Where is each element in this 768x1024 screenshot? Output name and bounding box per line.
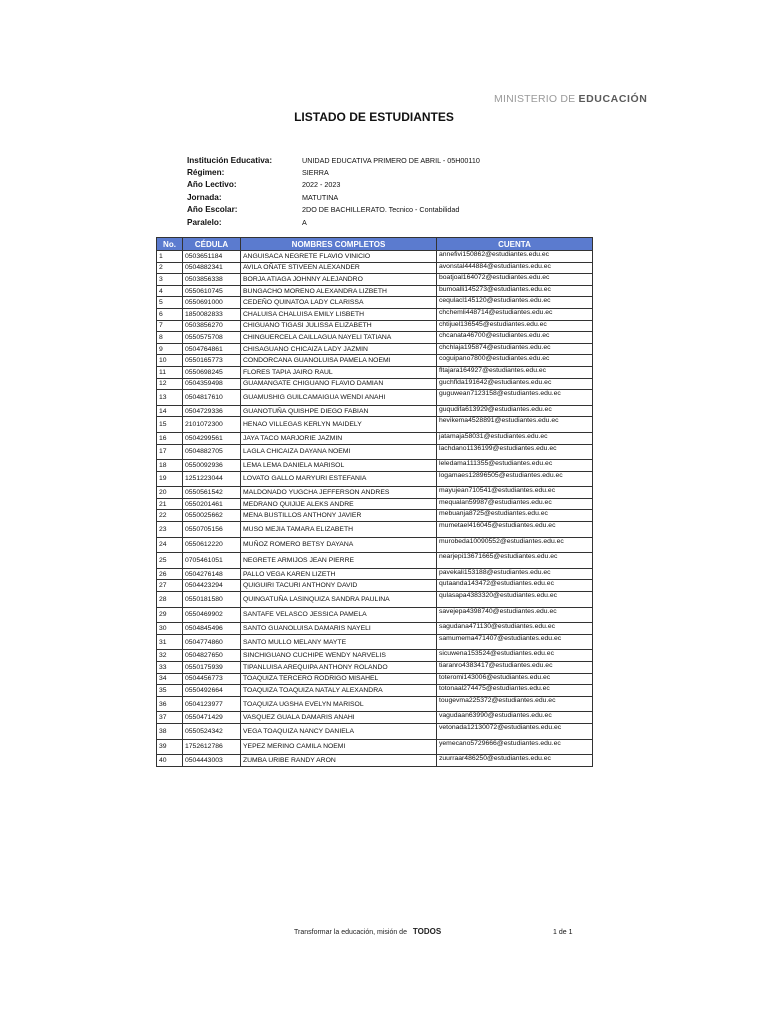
cell-name: FLORES TAPIA JAIRO RAUL [241, 366, 437, 378]
info-value: MATUTINA [302, 192, 339, 202]
table-row [157, 696, 593, 712]
cell-cedula: 0504882705 [183, 444, 241, 460]
table-row [157, 487, 593, 499]
info-row [187, 154, 480, 166]
page-number: 1 de 1 [553, 929, 573, 936]
info-value: A [302, 217, 307, 227]
cell-account: qutaanda143472@estudiantes.edu.ec [437, 580, 593, 592]
cell-name: VASQUEZ GUALA DAMARIS ANAHI [241, 712, 437, 724]
table-row [157, 366, 593, 378]
cell-cedula: 0550181580 [183, 592, 241, 608]
ministry-logo [494, 93, 647, 105]
cell-number: 26 [157, 568, 183, 580]
cell-cedula: 2101072300 [183, 417, 241, 433]
cell-account: mayujean710541@estudiantes.edu.ec [437, 487, 593, 499]
cell-account: coguipano7800@estudiantes.edu.ec [437, 355, 593, 367]
cell-account: chchlaja195874@estudiantes.edu.ec [437, 343, 593, 355]
header-cedula: CÉDULA [183, 238, 241, 251]
cell-number: 33 [157, 662, 183, 674]
cell-account: cequlacl145120@estudiantes.edu.ec [437, 297, 593, 309]
cell-name: TOAQUIZA TERCERO RODRIGO MISAHEL [241, 673, 437, 685]
info-value: UNIDAD EDUCATIVA PRIMERO DE ABRIL - 05H00110 [302, 155, 480, 165]
cell-number: 28 [157, 592, 183, 608]
cell-cedula: 0550201461 [183, 498, 241, 510]
info-label: Paralelo: [187, 217, 222, 227]
table-row [157, 274, 593, 286]
info-value: SIERRA [302, 168, 329, 178]
info-row [187, 216, 480, 228]
footer [294, 927, 441, 936]
cell-number: 15 [157, 417, 183, 433]
cell-account: boatjoal164072@estudiantes.edu.ec [437, 274, 593, 286]
cell-account: sagudana471130@estudiantes.edu.ec [437, 623, 593, 635]
cell-name: MEDRANO QUIJIJE ALEKS ANDRE [241, 498, 437, 510]
info-label: Institución Educativa: [187, 155, 273, 165]
cell-number: 38 [157, 723, 183, 739]
table-row [157, 355, 593, 367]
cell-number: 24 [157, 537, 183, 553]
cell-number: 32 [157, 650, 183, 662]
info-block [187, 154, 480, 228]
cell-cedula: 0550165773 [183, 355, 241, 367]
cell-number: 4 [157, 285, 183, 297]
cell-account: leledama111355@estudiantes.edu.ec [437, 460, 593, 472]
table-row [157, 460, 593, 472]
cell-cedula: 0550469902 [183, 607, 241, 623]
header-number: No. [157, 238, 183, 251]
cell-name: JAYA TACO MARJORIE JAZMIN [241, 432, 437, 444]
cell-cedula: 0550025662 [183, 510, 241, 522]
table-row [157, 634, 593, 650]
cell-name: QUINGATUÑA LASINQUIZA SANDRA PAULINA [241, 592, 437, 608]
cell-number: 21 [157, 498, 183, 510]
cell-number: 11 [157, 366, 183, 378]
cell-account: guchflda191642@estudiantes.edu.ec [437, 378, 593, 390]
cell-account: mequalan59987@estudiantes.edu.ec [437, 498, 593, 510]
cell-account: zuurraar486250@estudiantes.edu.ec [437, 755, 593, 767]
cell-name: LEMA LEMA DANIELA MARISOL [241, 460, 437, 472]
cell-cedula: 0504276148 [183, 568, 241, 580]
cell-name: AVILA OÑATE STIVEEN ALEXANDER [241, 262, 437, 274]
cell-cedula: 0550492664 [183, 685, 241, 697]
cell-account: chchemli448714@estudiantes.edu.ec [437, 308, 593, 320]
cell-cedula: 0504882341 [183, 262, 241, 274]
cell-account: vetonada12130072@estudiantes.edu.ec [437, 723, 593, 739]
cell-name: TOAQUIZA TOAQUIZA NATALY ALEXANDRA [241, 685, 437, 697]
cell-name: CHISAGUANO CHICAIZA LADY JAZMIN [241, 343, 437, 355]
cell-cedula: 0504774860 [183, 634, 241, 650]
cell-number: 17 [157, 444, 183, 460]
cell-name: CEDEÑO QUINATOA LADY CLARISSA [241, 297, 437, 309]
table-row [157, 592, 593, 608]
table-row [157, 285, 593, 297]
cell-name: NEGRETE ARMIJOS JEAN PIERRE [241, 553, 437, 569]
cell-name: QUIGUIRI TACURI ANTHONY DAVID [241, 580, 437, 592]
cell-account: mebuanja8725@estudiantes.edu.ec [437, 510, 593, 522]
cell-cedula: 0504123977 [183, 696, 241, 712]
table-row [157, 580, 593, 592]
table-row [157, 471, 593, 487]
cell-name: ANGUISACA NEGRETE FLAVIO VINICIO [241, 251, 437, 263]
table-header-row [157, 238, 593, 251]
table-row [157, 343, 593, 355]
cell-name: SANTO GUANOLUISA DAMARIS NAYELI [241, 623, 437, 635]
cell-number: 14 [157, 405, 183, 417]
cell-cedula: 0503856338 [183, 274, 241, 286]
header-names: NOMBRES COMPLETOS [241, 238, 437, 251]
cell-cedula: 0550175939 [183, 662, 241, 674]
cell-cedula: 0705461051 [183, 553, 241, 569]
cell-name: HENAO VILLEGAS KERLYN MAIDELY [241, 417, 437, 433]
page-title: LISTADO DE ESTUDIANTES [294, 110, 454, 124]
footer-emphasis: TODOS [412, 927, 442, 936]
cell-name: CONDORCANA GUANOLUISA PAMELA NOEMI [241, 355, 437, 367]
table-row [157, 417, 593, 433]
cell-number: 31 [157, 634, 183, 650]
cell-name: MALDONADO YUGCHA JEFFERSON ANDRES [241, 487, 437, 499]
cell-cedula: 0503651184 [183, 251, 241, 263]
cell-cedula: 0550691000 [183, 297, 241, 309]
cell-cedula: 0504827650 [183, 650, 241, 662]
cell-cedula: 0550610745 [183, 285, 241, 297]
cell-number: 16 [157, 432, 183, 444]
cell-number: 20 [157, 487, 183, 499]
cell-name: CHINGUERCELA CAILLAGUA NAYELI TATIANA [241, 332, 437, 344]
cell-cedula: 1850082833 [183, 308, 241, 320]
cell-cedula: 1251223044 [183, 471, 241, 487]
ministry-name: EDUCACIÓN [578, 93, 648, 105]
table-row [157, 650, 593, 662]
table-row [157, 332, 593, 344]
cell-cedula: 0550612220 [183, 537, 241, 553]
table-row [157, 320, 593, 332]
cell-cedula: 0550705156 [183, 522, 241, 538]
cell-account: bumoalli145273@estudiantes.edu.ec [437, 285, 593, 297]
cell-account: guqudifa613929@estudiantes.edu.ec [437, 405, 593, 417]
info-value: 2022 - 2023 [302, 180, 341, 190]
table-row [157, 673, 593, 685]
info-row [187, 191, 480, 203]
cell-name: GUANOTUÑA QUISHPE DIEGO FABIAN [241, 405, 437, 417]
cell-account: nearjepi13671665@estudiantes.edu.ec [437, 553, 593, 569]
cell-number: 18 [157, 460, 183, 472]
header-account: CUENTA [437, 238, 593, 251]
table-row [157, 755, 593, 767]
cell-cedula: 0504729336 [183, 405, 241, 417]
cell-number: 23 [157, 522, 183, 538]
cell-name: BUNGACHO MORENO ALEXANDRA LIZBETH [241, 285, 437, 297]
cell-account: jatamaja58031@estudiantes.edu.ec [437, 432, 593, 444]
cell-cedula: 0504764861 [183, 343, 241, 355]
info-row [187, 204, 480, 216]
cell-account: toteromi143006@estudiantes.edu.ec [437, 673, 593, 685]
cell-cedula: 0504423294 [183, 580, 241, 592]
table-row [157, 723, 593, 739]
cell-cedula: 0503856270 [183, 320, 241, 332]
info-label: Año Escolar: [187, 205, 238, 215]
info-label: Año Lectivo: [187, 180, 237, 190]
cell-number: 1 [157, 251, 183, 263]
cell-number: 7 [157, 320, 183, 332]
cell-account: tougevma225372@estudiantes.edu.ec [437, 696, 593, 712]
cell-name: SANTO MULLO MELANY MAYTE [241, 634, 437, 650]
cell-account: chtijuel136545@estudiantes.edu.ec [437, 320, 593, 332]
cell-cedula: 0504845496 [183, 623, 241, 635]
table-row [157, 405, 593, 417]
cell-account: tiaranro4383417@estudiantes.edu.ec [437, 662, 593, 674]
cell-number: 39 [157, 739, 183, 755]
table-row [157, 444, 593, 460]
cell-number: 35 [157, 685, 183, 697]
info-row [187, 166, 480, 178]
table-row [157, 498, 593, 510]
table-row [157, 739, 593, 755]
cell-name: GUAMANGATE CHIGUANO FLAVIO DAMIAN [241, 378, 437, 390]
table-row [157, 607, 593, 623]
table-row [157, 510, 593, 522]
cell-account: logamaes12896505@estudiantes.edu.ec [437, 471, 593, 487]
cell-name: GUAMUSHIG GUILCAMAIGUA WENDI ANAHI [241, 390, 437, 406]
cell-cedula: 0550524342 [183, 723, 241, 739]
table-row [157, 537, 593, 553]
footer-text: Transformar la educación, misión de [294, 929, 407, 936]
cell-account: samumema471407@estudiantes.edu.ec [437, 634, 593, 650]
cell-cedula: 0550471429 [183, 712, 241, 724]
cell-name: MUÑOZ ROMERO BETSY DAYANA [241, 537, 437, 553]
cell-account: qulasapa4383320@estudiantes.edu.ec [437, 592, 593, 608]
table-row [157, 662, 593, 674]
cell-number: 22 [157, 510, 183, 522]
table-row [157, 712, 593, 724]
cell-number: 37 [157, 712, 183, 724]
table-row [157, 390, 593, 406]
cell-number: 40 [157, 755, 183, 767]
cell-number: 10 [157, 355, 183, 367]
cell-cedula: 0550092936 [183, 460, 241, 472]
cell-name: TIPANLUISA AREQUIPA ANTHONY ROLANDO [241, 662, 437, 674]
cell-name: ZUMBA URIBE RANDY ARON [241, 755, 437, 767]
cell-cedula: 0550698245 [183, 366, 241, 378]
cell-number: 25 [157, 553, 183, 569]
cell-cedula: 0504443003 [183, 755, 241, 767]
cell-account: vagudaan63990@estudiantes.edu.ec [437, 712, 593, 724]
cell-name: CHALUISA CHALUISA EMILY LISBETH [241, 308, 437, 320]
cell-account: chcanata46700@estudiantes.edu.ec [437, 332, 593, 344]
cell-number: 36 [157, 696, 183, 712]
table-row [157, 297, 593, 309]
students-table [156, 237, 593, 767]
cell-number: 9 [157, 343, 183, 355]
cell-name: SINCHIGUANO CUCHIPE WENDY NARVELIS [241, 650, 437, 662]
table-row [157, 553, 593, 569]
cell-account: totonaal274475@estudiantes.edu.ec [437, 685, 593, 697]
cell-account: avonstal444884@estudiantes.edu.ec [437, 262, 593, 274]
cell-account: guguwean7123158@estudiantes.edu.ec [437, 390, 593, 406]
cell-number: 30 [157, 623, 183, 635]
cell-cedula: 0550561542 [183, 487, 241, 499]
table-row [157, 308, 593, 320]
table-row [157, 251, 593, 263]
info-label: Jornada: [187, 192, 222, 202]
cell-account: yemecano5729666@estudiantes.edu.ec [437, 739, 593, 755]
table-row [157, 432, 593, 444]
cell-account: annefivi150862@estudiantes.edu.ec [437, 251, 593, 263]
cell-name: CHIGUANO TIGASI JULISSA ELIZABETH [241, 320, 437, 332]
cell-name: SANTAFE VELASCO JESSICA PAMELA [241, 607, 437, 623]
cell-number: 27 [157, 580, 183, 592]
cell-account: pavekali153188@estudiantes.edu.ec [437, 568, 593, 580]
cell-name: YEPEZ MERINO CAMILA NOEMI [241, 739, 437, 755]
cell-number: 3 [157, 274, 183, 286]
cell-cedula: 0504299561 [183, 432, 241, 444]
cell-cedula: 0504359498 [183, 378, 241, 390]
cell-name: PALLO VEGA KAREN LIZETH [241, 568, 437, 580]
table-row [157, 262, 593, 274]
cell-name: MENA BUSTILLOS ANTHONY JAVIER [241, 510, 437, 522]
cell-account: sicuwena153524@estudiantes.edu.ec [437, 650, 593, 662]
cell-number: 6 [157, 308, 183, 320]
cell-account: mumetael416045@estudiantes.edu.ec [437, 522, 593, 538]
table-row [157, 522, 593, 538]
cell-number: 13 [157, 390, 183, 406]
cell-number: 12 [157, 378, 183, 390]
cell-name: BORJA ATIAGA JOHNNY ALEJANDRO [241, 274, 437, 286]
info-value: 2DO DE BACHILLERATO. Tecnico - Contabilidad [302, 205, 460, 215]
cell-cedula: 0550575708 [183, 332, 241, 344]
cell-name: MUSO MEJIA TAMARA ELIZABETH [241, 522, 437, 538]
cell-number: 8 [157, 332, 183, 344]
info-label: Régimen: [187, 168, 225, 178]
table-row [157, 623, 593, 635]
cell-account: murobeda10090552@estudiantes.edu.ec [437, 537, 593, 553]
cell-account: hevikema4528891@estudiantes.edu.ec [437, 417, 593, 433]
cell-name: TOAQUIZA UGSHA EVELYN MARISOL [241, 696, 437, 712]
info-row [187, 179, 480, 191]
cell-name: LOVATO GALLO MARYURI ESTEFANIA [241, 471, 437, 487]
cell-number: 34 [157, 673, 183, 685]
cell-number: 29 [157, 607, 183, 623]
table-row [157, 685, 593, 697]
cell-cedula: 0504817610 [183, 390, 241, 406]
cell-cedula: 1752612786 [183, 739, 241, 755]
cell-name: VEGA TOAQUIZA NANCY DANIELA [241, 723, 437, 739]
cell-name: LAGLA CHICAIZA DAYANA NOEMI [241, 444, 437, 460]
cell-number: 5 [157, 297, 183, 309]
cell-number: 2 [157, 262, 183, 274]
ministry-prefix: MINISTERIO DE [494, 93, 576, 105]
cell-account: fltajara164927@estudiantes.edu.ec [437, 366, 593, 378]
cell-number: 19 [157, 471, 183, 487]
cell-cedula: 0504456773 [183, 673, 241, 685]
table-row [157, 568, 593, 580]
table-row [157, 378, 593, 390]
cell-account: savejepa4398740@estudiantes.edu.ec [437, 607, 593, 623]
cell-account: lachdano1136199@estudiantes.edu.ec [437, 444, 593, 460]
